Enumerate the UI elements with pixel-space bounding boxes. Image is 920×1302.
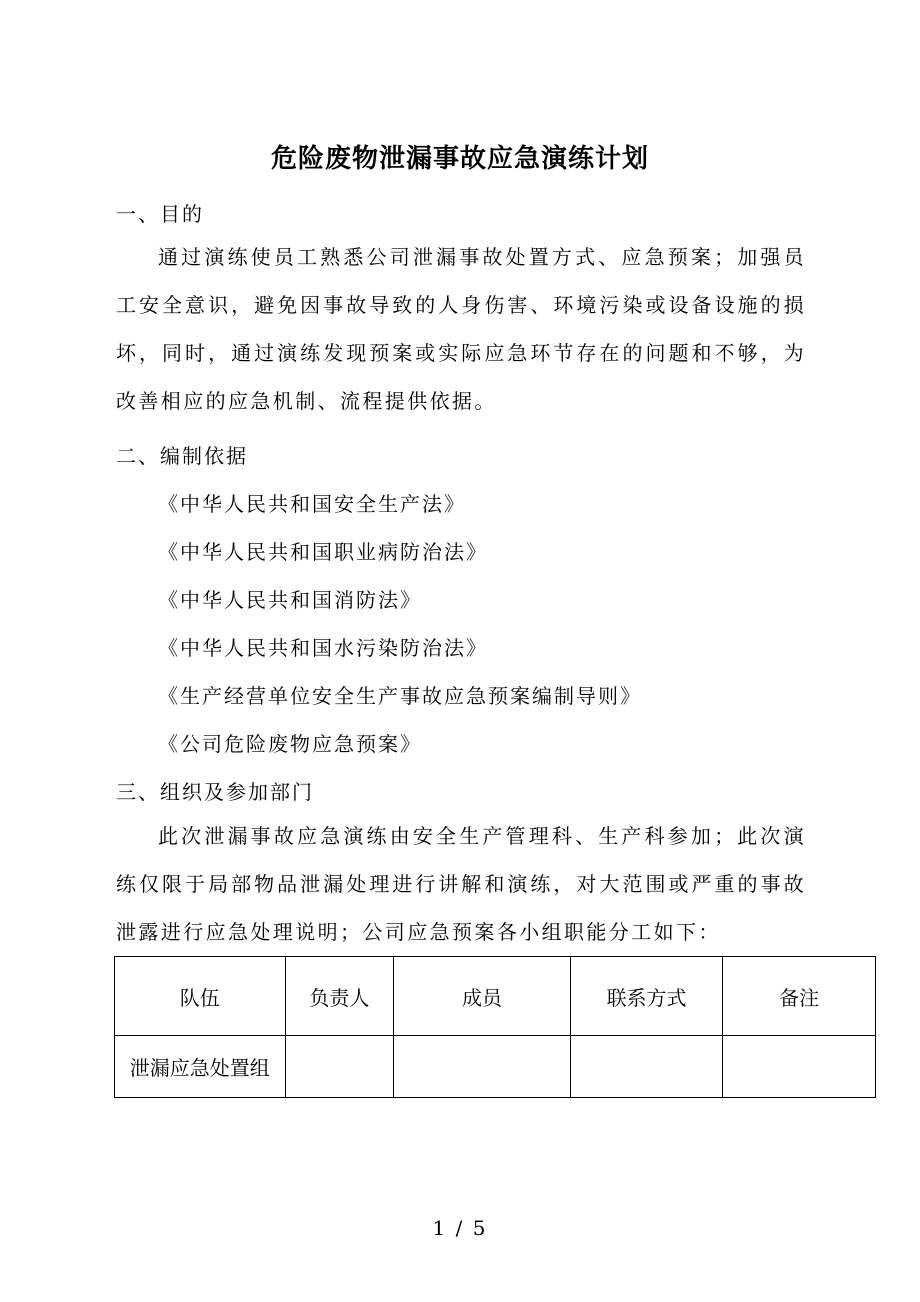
law-item: 《中华人民共和国职业病防治法》 xyxy=(158,540,488,564)
table-cell xyxy=(570,1036,723,1098)
table-cell xyxy=(723,1036,876,1098)
law-item: 《生产经营单位安全生产事故应急预案编制导则》 xyxy=(158,684,642,708)
paragraph-purpose: 通过演练使员工熟悉公司泄漏事故处置方式、应急预案；加强员工安全意识，避免因事故导致的人身伤害、环境污染或设备设施的损坏，同时，通过演练发现预案或实际应急环节存在的问题和不够，为改善相应的应急机制、流程提供依据。 xyxy=(116,245,806,413)
table-cell xyxy=(285,1036,394,1098)
section-heading-purpose: 一、目的 xyxy=(116,202,204,226)
law-item: 《中华人民共和国水污染防治法》 xyxy=(158,636,488,660)
paragraph-organization: 此次泄漏事故应急演练由安全生产管理科、生产科参加；此次演练仅限于局部物品泄漏处理进行讲解和演练，对大范围或严重的事故泄露进行应急处理说明；公司应急预案各小组职能分工如下： xyxy=(116,824,806,944)
table-header-cell: 队伍 xyxy=(115,957,286,1036)
table-header-cell: 联系方式 xyxy=(570,957,723,1036)
law-item: 《公司危险废物应急预案》 xyxy=(158,732,422,756)
table-row xyxy=(115,1036,876,1098)
table-cell: 泄漏应急处置组 xyxy=(115,1036,286,1098)
document-title: 危险废物泄漏事故应急演练计划 xyxy=(270,144,649,174)
table-header-row xyxy=(115,957,876,1036)
page-number: 1 / 5 xyxy=(432,1216,488,1240)
law-item: 《中华人民共和国消防法》 xyxy=(158,588,422,612)
section-heading-basis: 二、编制依据 xyxy=(116,444,248,468)
table-cell xyxy=(394,1036,571,1098)
section-heading-organization: 三、组织及参加部门 xyxy=(116,780,314,804)
table-header-cell: 备注 xyxy=(723,957,876,1036)
law-item: 《中华人民共和国安全生产法》 xyxy=(158,492,466,516)
team-table xyxy=(114,956,876,1098)
table-header-cell: 负责人 xyxy=(285,957,394,1036)
table-header-cell: 成员 xyxy=(394,957,571,1036)
